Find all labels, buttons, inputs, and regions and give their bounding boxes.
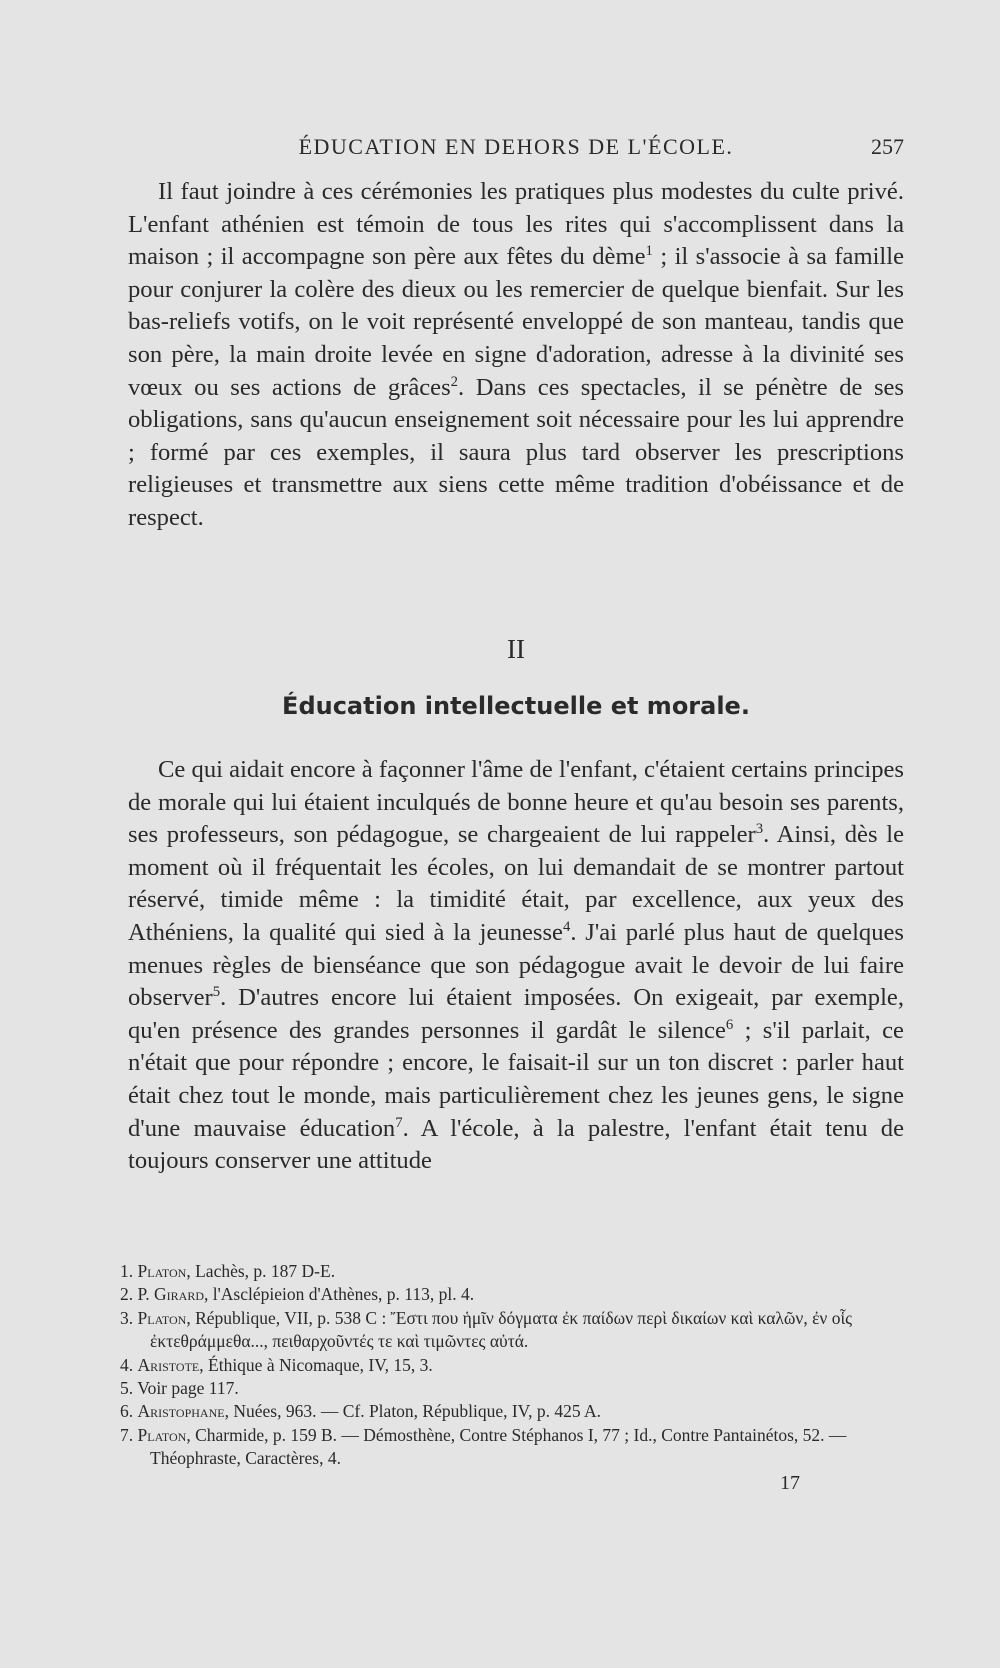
footnote-text: , l'Asclépieion d'Athènes, p. 113, pl. 4. xyxy=(204,1284,475,1305)
footnote-ref-2: 2 xyxy=(450,373,459,390)
paragraph-2-text-e: ; s'il parlait, ce n'était que pour répondre ; encore, le faisait-il sur un ton discret : parler haut était chez tout le monde, mais particulièrement chez les jeunes gens, le signe d'une mauvaise éducation xyxy=(128,1016,904,1142)
footnote-text: , République, VII, p. 538 C : Ἔστι που ἡμῖν δόγματα ἐκ παίδων περὶ δικαίων καὶ καλῶν, ἐν οἷς ἐκτεθράμμεθα..., πειθαρχοῦντές τε καὶ τιμῶντες αὐτά. xyxy=(150,1307,853,1352)
footnote-number: 4. xyxy=(120,1354,134,1375)
footnote-ref-1: 1 xyxy=(645,243,653,259)
footnote-ref-4: 4 xyxy=(562,918,571,935)
footnote-1 xyxy=(120,1260,910,1283)
running-head xyxy=(128,128,904,168)
footnote-number: 7. xyxy=(120,1424,134,1445)
footnote-text: Voir page 117. xyxy=(137,1378,239,1399)
footnote-text: , Lachès, p. 187 D-E. xyxy=(186,1261,336,1281)
section-number: II xyxy=(507,634,525,664)
footnote-ref-6: 6 xyxy=(725,1016,734,1033)
paragraph-2-text-d: . D'autres encore lui étaient imposées. On exigeait, par exemple, qu'en présence des grandes personnes il gardât le silence xyxy=(128,984,904,1044)
footnote-number: 2. xyxy=(120,1284,134,1305)
footnote-ref-7: 7 xyxy=(395,1114,403,1131)
footnote-6 xyxy=(120,1400,910,1423)
footnote-2 xyxy=(120,1283,910,1306)
paragraph-1-text-a: Il faut joindre à ces cérémonies les pratiques plus modestes du culte privé. L'enfant athénien est témoin de tous les rites qui s'accomplissent dans la maison ; il accompagne son père aux fêtes du dème xyxy=(128,178,904,271)
section-title: Éducation intellectuelle et morale. xyxy=(282,692,750,720)
footnote-author: Platon xyxy=(137,1261,187,1281)
footnote-author: Platon xyxy=(137,1424,187,1445)
footnote-5 xyxy=(120,1377,910,1400)
footnote-ref-5: 5 xyxy=(212,983,221,1000)
footnote-number: 3. xyxy=(120,1307,134,1328)
footnote-number: 1. xyxy=(120,1261,134,1281)
paragraph-1 xyxy=(128,176,904,535)
footnotes xyxy=(120,1260,910,1471)
footnote-ref-3: 3 xyxy=(755,821,764,837)
footnote-number: 5. xyxy=(120,1378,134,1399)
paragraph-2-text-f: . A l'école, à la palestre, l'enfant était tenu de toujours conserver une attitude xyxy=(128,1114,904,1175)
footnote-author: Aristophane xyxy=(137,1401,225,1422)
footnote-number: 6. xyxy=(120,1401,134,1422)
footnote-author: Platon xyxy=(137,1307,187,1328)
footnote-author: P. Girard xyxy=(137,1284,205,1305)
signature-mark: 17 xyxy=(780,1472,800,1494)
paragraph-1-text-b: ; il s'associe à sa famille pour conjurer la colère des dieux ou les remercier de quelque bienfait. Sur les bas-reliefs votifs, on le voit représenté enveloppé de son manteau, tandis que son père, la main droite levée en signe d'adoration, adresse à la divinité ses vœux ou ses actions de grâces xyxy=(128,243,904,401)
footnote-4 xyxy=(120,1354,910,1377)
footnote-text: , Éthique à Nicomaque, IV, 15, 3. xyxy=(199,1354,433,1375)
page-number: 257 xyxy=(871,134,904,159)
paragraph-2-text-b: . Ainsi, dès le moment où il fréquentait les écoles, on lui demandait de se montrer partout réservé, timide même : la timidité était, par excellence, aux yeux des Athéniens, la qualité qui sied à la jeunesse xyxy=(128,821,904,946)
paragraph-1-text-c: . Dans ces spectacles, il se pénètre de ses obligations, sans qu'aucun enseignement soit nécessaire pour les lui apprendre ; formé par ces exemples, il saura plus tard observer les prescriptions religieuses et transmettre aux siens cette même tradition d'obéissance et de respect. xyxy=(128,373,905,531)
paragraph-2-text-c: . J'ai parlé plus haut de quelques menues règles de bienséance que son pédagogue avait le devoir de lui faire observer xyxy=(128,918,904,1012)
running-title: ÉDUCATION EN DEHORS DE L'ÉCOLE. xyxy=(298,134,734,159)
footnote-text: , Charmide, p. 159 B. — Démosthène, Contre Stéphanos I, 77 ; Id., Contre Pantainétos, 52. — Théophraste, Caractères, 4. xyxy=(150,1424,847,1469)
footnote-author: Aristote xyxy=(137,1354,200,1375)
paragraph-2-text-a: Ce qui aidait encore à façonner l'âme de l'enfant, c'étaient certains principes de morale qui lui étaient inculqués de bonne heure et qu'au besoin ses parents, ses professeurs, son pédagogue, se chargeaient de lui rappeler xyxy=(128,756,904,849)
footnote-7 xyxy=(120,1424,910,1471)
footnote-text: , Nuées, 963. — Cf. Platon, République, IV, p. 425 A. xyxy=(224,1401,601,1422)
footnote-3 xyxy=(120,1307,910,1354)
paragraph-2 xyxy=(128,754,904,1178)
